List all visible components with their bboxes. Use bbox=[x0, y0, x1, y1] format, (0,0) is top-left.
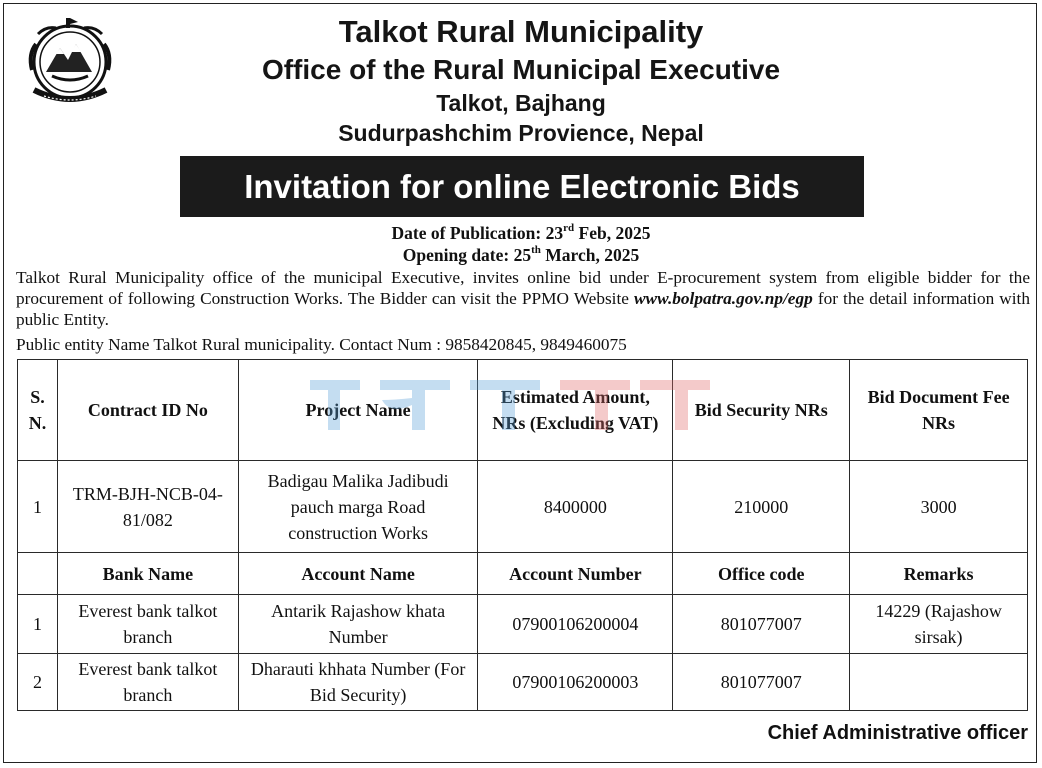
province-line: Sudurpashchim Provience, Nepal bbox=[338, 120, 704, 146]
bank-name-cell: Everest bank talkot branch bbox=[57, 595, 238, 654]
opening-date: Opening date: 25th March, 2025 bbox=[402, 244, 640, 265]
table-header-row bbox=[18, 360, 1028, 461]
publication-date: Date of Publication: 23rd Feb, 2025 bbox=[391, 222, 651, 243]
office-code-cell: 801077007 bbox=[673, 595, 850, 654]
header-cell: Bid Security NRs bbox=[673, 360, 850, 461]
office-title: Office of the Rural Municipal Executive bbox=[261, 54, 781, 85]
header-cell: Bid Document Fee NRs bbox=[850, 360, 1028, 461]
sn-cell: 1 bbox=[18, 461, 58, 553]
header-cell: Contract ID No bbox=[57, 360, 238, 461]
sn-cell: 1 bbox=[18, 595, 58, 654]
account-name-cell: Dharauti khhata Number (For Bid Security) bbox=[238, 654, 478, 711]
bank-header-row bbox=[18, 553, 1028, 595]
notice-paragraph: Talkot Rural Municipality office of the municipal Executive, invites online bid under E-procurement system from eligible bidder for the procurement of following Construction Works. The Bidder can visit the PPMO Website www.bolpatra.gov.np/egp for the detail information with public Entity. bbox=[16, 268, 1031, 329]
account-number-cell: 07900106200003 bbox=[478, 654, 673, 711]
ppmo-website-link: www.bolpatra.gov.np/egp bbox=[634, 289, 813, 308]
contact-line: Public entity Name Talkot Rural municipality. Contact Num : 9858420845, 9849460075 bbox=[16, 335, 627, 354]
table-row bbox=[18, 654, 1028, 711]
bid-table bbox=[17, 359, 1028, 711]
header-cell: Office code bbox=[673, 553, 850, 595]
municipality-title: Talkot Rural Municipality bbox=[338, 14, 704, 49]
header-cell: Project Name bbox=[238, 360, 478, 461]
table-row bbox=[18, 461, 1028, 553]
office-code-cell: 801077007 bbox=[673, 654, 850, 711]
header-cell: Bank Name bbox=[57, 553, 238, 595]
header-cell bbox=[18, 553, 58, 595]
bid-fee-cell: 3000 bbox=[850, 461, 1028, 553]
header-cell: Account Number bbox=[478, 553, 673, 595]
remarks-cell bbox=[850, 654, 1028, 711]
amount-cell: 8400000 bbox=[478, 461, 673, 553]
header-cell: Estimated Amount, NRs (Excluding VAT) bbox=[478, 360, 673, 461]
sn-cell: 2 bbox=[18, 654, 58, 711]
header-cell: Remarks bbox=[850, 553, 1028, 595]
account-number-cell: 07900106200004 bbox=[478, 595, 673, 654]
table-row bbox=[18, 595, 1028, 654]
header-cell: S. N. bbox=[18, 360, 58, 461]
notice-banner: Invitation for online Electronic Bids bbox=[180, 156, 864, 217]
account-name-cell: Antarik Rajashow khata Number bbox=[238, 595, 478, 654]
header-cell: Account Name bbox=[238, 553, 478, 595]
signature-title: Chief Administrative officer bbox=[767, 722, 1028, 744]
project-name-cell: Badigau Malika Jadibudi pauch marga Road construction Works bbox=[238, 461, 478, 553]
bank-name-cell: Everest bank talkot branch bbox=[57, 654, 238, 711]
location-line: Talkot, Bajhang bbox=[436, 90, 606, 116]
bid-security-cell: 210000 bbox=[673, 461, 850, 553]
contract-id-cell: TRM-BJH-NCB-04-81/082 bbox=[57, 461, 238, 553]
remarks-cell: 14229 (Rajashow sirsak) bbox=[850, 595, 1028, 654]
